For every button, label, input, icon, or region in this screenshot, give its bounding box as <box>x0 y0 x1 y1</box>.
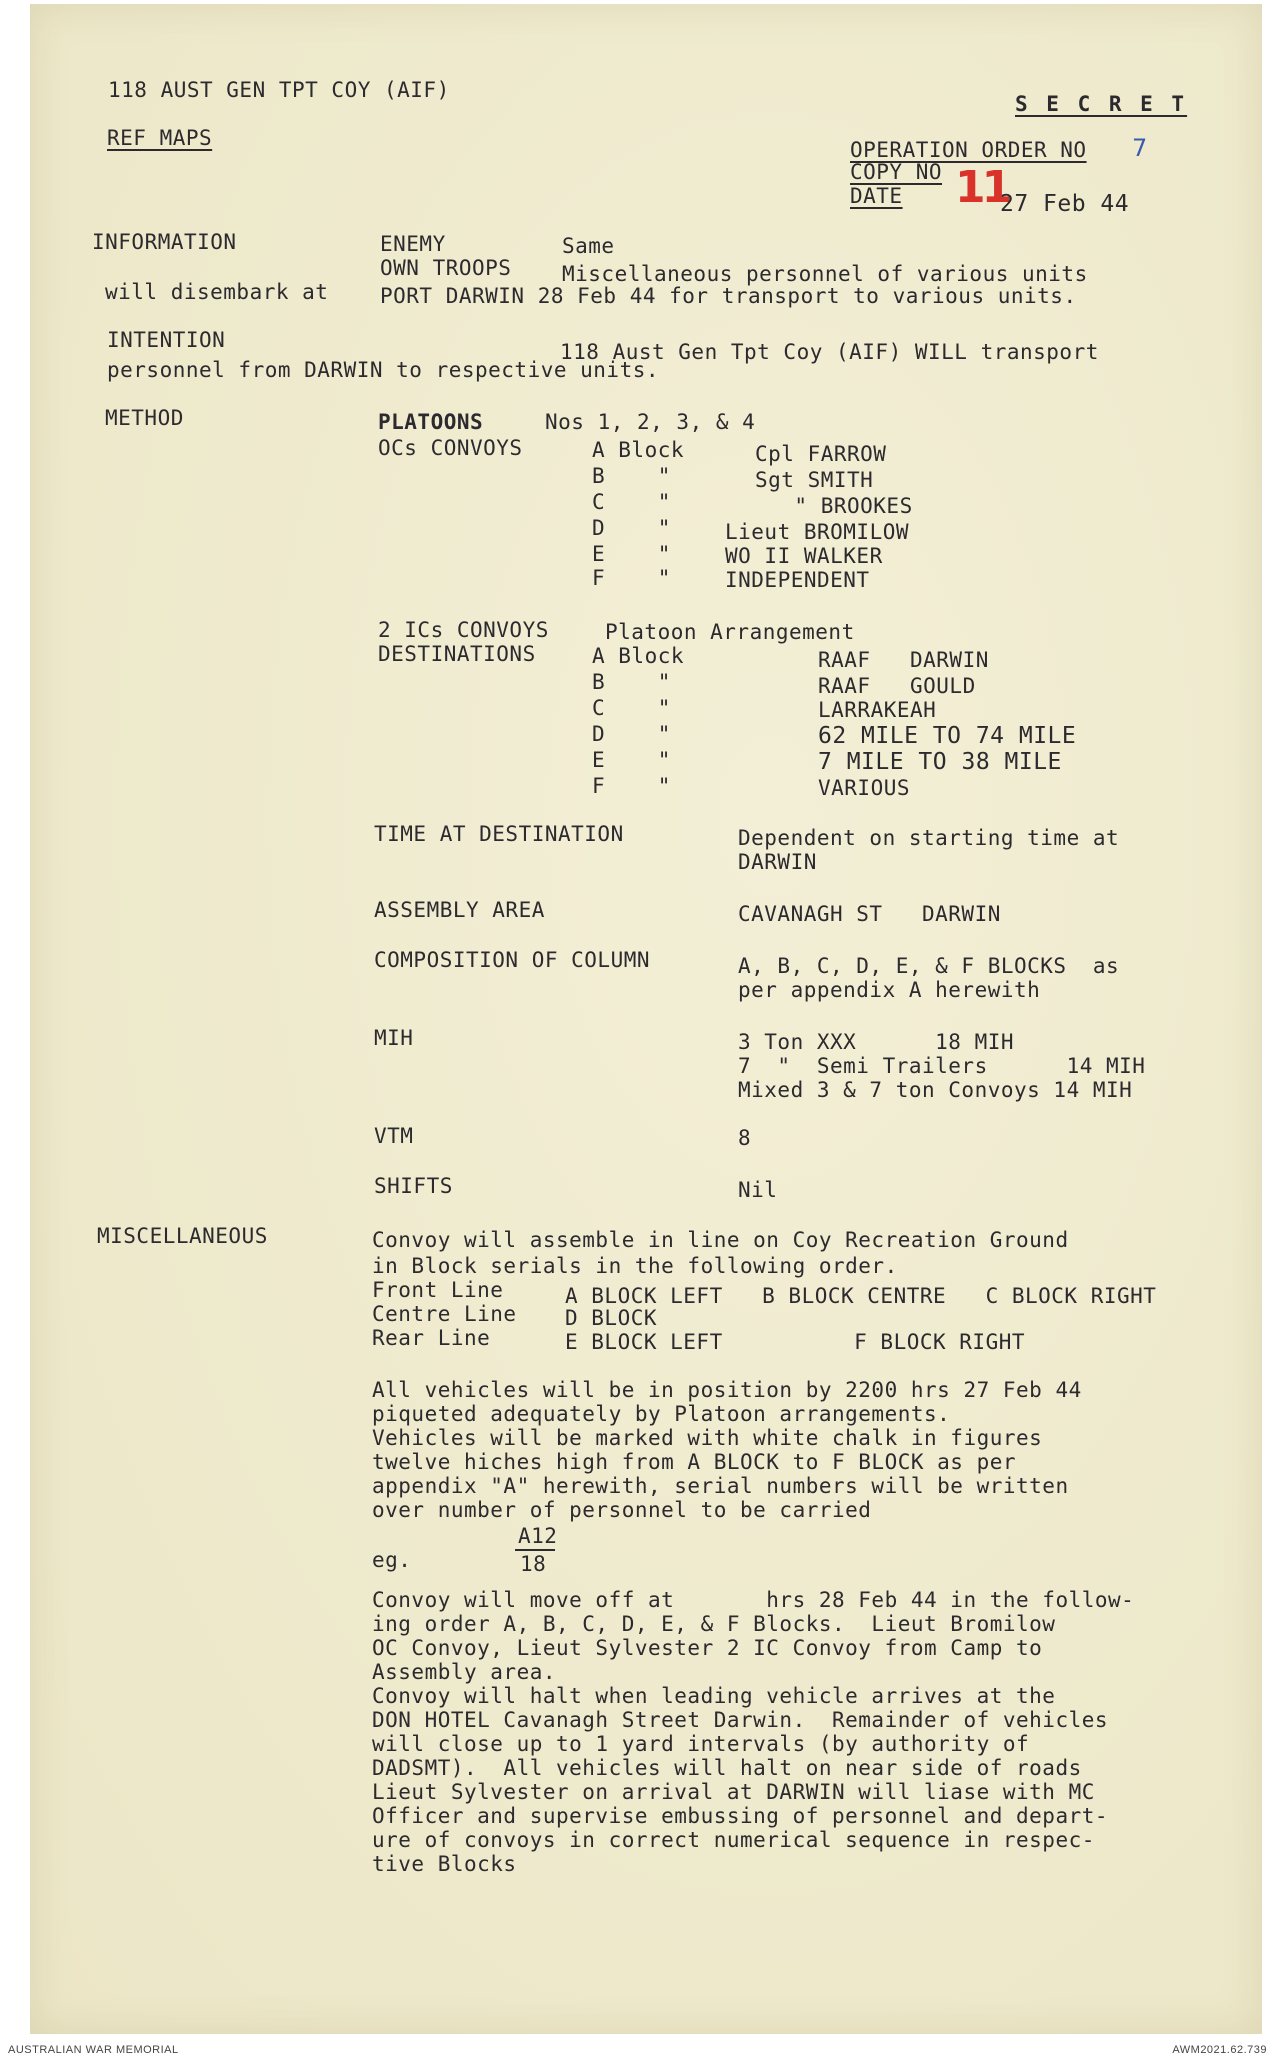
destination-place: 62 MILE TO 74 MILE <box>818 723 1077 749</box>
ocs-name: " BROOKES <box>755 494 913 518</box>
composition-value-1: A, B, C, D, E, & F BLOCKS as <box>738 954 1120 978</box>
destination-place: 7 MILE TO 38 MILE <box>818 749 1062 775</box>
misc-paragraph-line: over number of personnel to be carried <box>372 1498 872 1522</box>
misc-paragraph-line: OC Convoy, Lieut Sylvester 2 IC Convoy from Camp to <box>372 1636 1043 1660</box>
destination-place: LARRAKEAH <box>818 698 937 722</box>
archive-credit: AUSTRALIAN WAR MEMORIAL <box>8 2044 179 2056</box>
ocs-convoys-label: OCs CONVOYS <box>378 436 523 460</box>
destinations-label: DESTINATIONS <box>378 642 536 666</box>
misc-paragraph-line: Convoy will halt when leading vehicle arrives at the <box>372 1684 1056 1708</box>
time-at-destination-value-2: DARWIN <box>738 850 817 874</box>
ocs-block: E " <box>592 542 671 566</box>
information-cont-right: PORT DARWIN 28 Feb 44 for transport to various units. <box>380 284 1077 308</box>
copy-no-label: COPY NO <box>850 160 943 184</box>
formation-line-value: E BLOCK LEFT F BLOCK RIGHT <box>565 1330 1026 1354</box>
ocs-name: INDEPENDENT <box>725 568 870 592</box>
ref-maps-label: REF MAPS <box>107 126 213 150</box>
misc-paragraph-line: ure of convoys in correct numerical sequence in respec- <box>372 1828 1095 1852</box>
misc-paragraph-line: Assembly area. <box>372 1660 557 1684</box>
destination-place: VARIOUS <box>818 776 911 800</box>
ocs-block: D " <box>592 516 671 540</box>
misc-paragraph-line: Convoy will move off at hrs 28 Feb 44 in the follow- <box>372 1588 1135 1612</box>
misc-paragraph-line: piqueted adequately by Platoon arrangements. <box>372 1402 951 1426</box>
ocs-name: Cpl FARROW <box>755 442 887 466</box>
intention-line-2: personnel from DARWIN to respective units. <box>107 358 660 382</box>
vtm-value: 8 <box>738 1126 752 1150</box>
destination-place: RAAF DARWIN <box>818 648 989 672</box>
formation-line-label: Rear Line <box>372 1326 491 1350</box>
unit-title: 118 AUST GEN TPT COY (AIF) <box>108 78 450 102</box>
misc-paragraph-line: Lieut Sylvester on arrival at DARWIN will liase with MC <box>372 1780 1095 1804</box>
destination-block: F " <box>592 774 671 798</box>
intention-heading: INTENTION <box>107 328 226 352</box>
ics-convoys-value: Platoon Arrangement <box>605 620 855 644</box>
composition-value-2: per appendix A herewith <box>738 978 1041 1002</box>
formation-line-label: Front Line <box>372 1278 504 1302</box>
op-order-label: OPERATION ORDER NO <box>850 138 1087 162</box>
misc-paragraph-line: twelve hiches high from A BLOCK to F BLOCK as per <box>372 1450 1017 1474</box>
ocs-block: F " <box>592 566 671 590</box>
mih-value-3: Mixed 3 & 7 ton Convoys 14 MIH <box>738 1078 1133 1102</box>
misc-paragraph-line: tive Blocks <box>372 1852 517 1876</box>
platoons-label: PLATOONS <box>378 410 484 434</box>
destination-block: D " <box>592 722 671 746</box>
ocs-name: Sgt SMITH <box>755 468 874 492</box>
date-label: DATE <box>850 184 903 208</box>
composition-label: COMPOSITION OF COLUMN <box>374 948 651 972</box>
misc-paragraph-line: DADSMT). All vehicles will halt on near side of roads <box>372 1756 1082 1780</box>
ics-convoys-label: 2 ICs CONVOYS <box>378 618 549 642</box>
mih-value-2: 7 " Semi Trailers 14 MIH <box>738 1054 1146 1078</box>
method-heading: METHOD <box>105 406 184 430</box>
own-troops-label: OWN TROOPS <box>380 256 512 280</box>
example-serial: A12 <box>518 1524 558 1548</box>
mih-value-1: 3 Ton XXX 18 MIH <box>738 1030 1015 1054</box>
ocs-block: C " <box>592 490 671 514</box>
mih-label: MIH <box>374 1026 414 1050</box>
information-cont-left: will disembark at <box>105 280 329 304</box>
misc-paragraph-line: DON HOTEL Cavanagh Street Darwin. Remainder of vehicles <box>372 1708 1109 1732</box>
formation-line-value: A BLOCK LEFT B BLOCK CENTRE C BLOCK RIGHT <box>565 1284 1157 1308</box>
destination-block: B " <box>592 670 671 694</box>
ocs-name: WO II WALKER <box>725 544 883 568</box>
miscellaneous-heading: MISCELLANEOUS <box>97 1224 268 1248</box>
destination-block: C " <box>592 696 671 720</box>
enemy-label: ENEMY <box>380 232 446 256</box>
shifts-label: SHIFTS <box>374 1174 453 1198</box>
misc-paragraph-line: All vehicles will be in position by 2200 hrs 27 Feb 44 <box>372 1378 1082 1402</box>
vtm-label: VTM <box>374 1124 414 1148</box>
misc-paragraph-line: Officer and supervise embussing of personnel and depart- <box>372 1804 1109 1828</box>
destination-place: RAAF GOULD <box>818 674 976 698</box>
misc-paragraph-line: in Block serials in the following order. <box>372 1254 898 1278</box>
assembly-area-label: ASSEMBLY AREA <box>374 898 545 922</box>
ocs-block: B " <box>592 464 671 488</box>
platoons-value: Nos 1, 2, 3, & 4 <box>545 410 756 434</box>
assembly-area-value: CAVANAGH ST DARWIN <box>738 902 1001 926</box>
formation-line-label: Centre Line <box>372 1302 517 1326</box>
date-value: 27 Feb 44 <box>1000 191 1130 217</box>
archive-reference: AWM2021.62.739 <box>1172 2044 1267 2056</box>
ocs-name: Lieut BROMILOW <box>725 520 910 544</box>
time-at-destination-label: TIME AT DESTINATION <box>374 822 624 846</box>
misc-paragraph-line: Convoy will assemble in line on Coy Recreation Ground <box>372 1228 1069 1252</box>
intention-line-1: 118 Aust Gen Tpt Coy (AIF) WILL transport <box>560 340 1099 364</box>
example-fraction-bar <box>515 1549 555 1551</box>
enemy-value: Same <box>562 234 615 258</box>
op-order-number: 7 <box>1132 134 1148 162</box>
misc-paragraph-line: ing order A, B, C, D, E, & F Blocks. Lieut Bromilow <box>372 1612 1056 1636</box>
secret-label: S E C R E T <box>1015 92 1188 116</box>
example-personnel: 18 <box>520 1552 547 1576</box>
own-troops-text: Miscellaneous personnel of various units <box>562 262 1088 286</box>
misc-paragraph-line: will close up to 1 yard intervals (by authority of <box>372 1732 1030 1756</box>
ocs-block: A Block <box>592 438 685 462</box>
destination-block: E " <box>592 748 671 772</box>
misc-paragraph-line: Vehicles will be marked with white chalk in figures <box>372 1426 1043 1450</box>
formation-line-value: D BLOCK <box>565 1306 658 1330</box>
shifts-value: Nil <box>738 1178 778 1202</box>
misc-paragraph-line: appendix "A" herewith, serial numbers will be written <box>372 1474 1069 1498</box>
copy-number-handwritten: 11 <box>955 162 1009 213</box>
example-label: eg. <box>372 1548 412 1572</box>
information-heading: INFORMATION <box>92 230 237 254</box>
destination-block: A Block <box>592 644 685 668</box>
time-at-destination-value-1: Dependent on starting time at <box>738 826 1120 850</box>
